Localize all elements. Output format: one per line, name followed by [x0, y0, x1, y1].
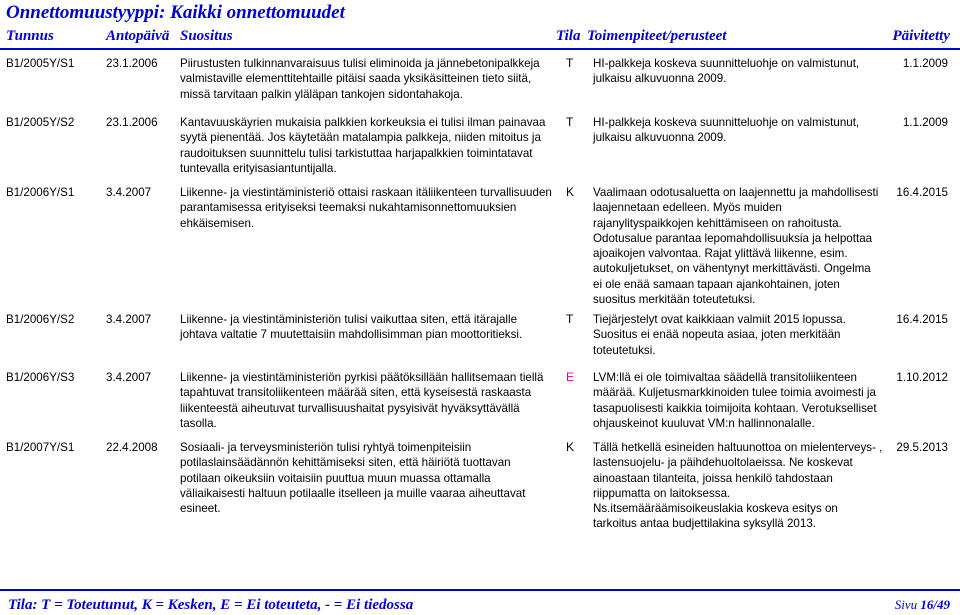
table-header — [0, 28, 960, 48]
column-header-date: Antopäivä — [106, 28, 170, 44]
row-recommendation-line: ehkäisemisen. — [180, 216, 255, 230]
row-actions-line: Ns.itsemääräämisoikeuslakia koskeva esitys on — [593, 502, 838, 516]
row-updated: 16.4.2015 — [896, 186, 948, 199]
row-actions-line: Vaalimaan odotusaluetta on laajennettu ja mahdollisesti — [593, 186, 879, 199]
row-recommendation-line: raudoituksen suunnittelu tulisi tarkistuttaa harjapalkkien toimintatavat — [180, 146, 533, 160]
row-recommendation-line: väliaikaisesti haltuun potilaalle itselleen ja muille vaaraa aiheuttavat — [180, 486, 526, 500]
row-recommendation-line: Kantavuuskäyrien mukaisia palkkien korkeuksia ei tulisi ilman painavaa — [180, 116, 546, 129]
row-recommendation-line: missä tarvitaan palkin yläläpan tankojen sidontahakoja. — [180, 87, 463, 101]
row-actions-line: toteutetuksi. — [593, 343, 656, 357]
row-actions-line: suositus merkitään toteutetuksi. — [593, 293, 756, 307]
row-actions-line: Tällä hetkellä esineiden haltuunottoa on mielenterveys- , — [593, 441, 883, 454]
row-actions-line: lastensuojelu- ja päihdehuoltolaeissa. Ne koskevat — [593, 456, 853, 470]
row-date: 22.4.2008 — [106, 441, 158, 454]
row-actions-line: rajanylityspaikkojen kehittämiseen on rahoitusta. — [593, 216, 842, 230]
footer-divider — [0, 589, 960, 591]
row-actions-line: julkaisu alkuvuonna 2009. — [593, 131, 727, 145]
row-recommendation — [180, 115, 545, 176]
row-actions-line: tasapuolisesti kaikkia toimijoita kohtaan. Verotukselliset — [593, 401, 877, 415]
page-label: Sivu — [894, 597, 918, 612]
row-recommendation-line: potilaslainsäädännön kehittämiseksi siten, että häiriötä tuottavan — [180, 456, 511, 470]
row-recommendation-line: johtava valtatie 7 muutettaisiin mahdollisimman pian moottoritieksi. — [180, 328, 523, 342]
row-status: T — [566, 312, 574, 326]
row-status: K — [566, 185, 575, 199]
row-id: B1/2006Y/S1 — [6, 186, 75, 199]
row-date: 3.4.2007 — [106, 186, 152, 199]
report-title: Onnettomuustyyppi: Kaikki onnettomuudet — [6, 2, 345, 23]
row-actions-line: HI-palkkeja koskeva suunnitteluohje on valmistunut, — [593, 57, 860, 70]
page-indicator — [895, 597, 950, 613]
row-recommendation-line: tuntevalla erityisasiantuntijalla. — [180, 161, 337, 175]
row-id: B1/2005Y/S1 — [6, 57, 75, 70]
row-actions-line: Suositus ei enää nopeuta asiaa, joten merkitään — [593, 328, 841, 342]
row-status: K — [566, 440, 575, 454]
row-actions — [593, 312, 846, 358]
column-header-status: Tila — [556, 28, 581, 44]
row-recommendation-line: Liikenne- ja viestintäministeriö ottaisi raskaan itäliikenteen turvallisuuden — [180, 186, 552, 199]
column-header-actions: Toimenpiteet/perusteet — [587, 28, 727, 44]
row-actions — [593, 370, 877, 431]
row-actions-line: HI-palkkeja koskeva suunnitteluohje on valmistunut, — [593, 116, 860, 129]
row-recommendation — [180, 440, 525, 516]
row-actions — [593, 56, 859, 87]
row-recommendation — [180, 56, 540, 102]
row-updated: 1.10.2012 — [896, 371, 948, 384]
row-recommendation — [180, 185, 552, 231]
row-actions-line: määrää. Kuljetusmarkkinoiden tulee toimia avoimesti ja — [593, 386, 876, 400]
row-status: E — [566, 370, 575, 384]
header-divider — [0, 48, 960, 50]
row-recommendation — [180, 312, 522, 343]
row-recommendation-line: tapahtuvat transitoliikenteen määrää siten, että kyseisestä raskaasta — [180, 386, 532, 400]
row-date: 23.1.2006 — [106, 116, 158, 129]
row-recommendation — [180, 370, 543, 431]
column-header-recommendation: Suositus — [180, 28, 233, 44]
row-recommendation-line: Sosiaali- ja terveysministeriön tulisi ryhtyä toimenpiteisiin — [180, 441, 472, 454]
row-recommendation-line: Piirustusten tulkinnanvaraisuus tulisi eliminoida ja jännebetonipalkkeja — [180, 57, 540, 70]
row-actions-line: autokuljetukset, on vähentynyt merkittävästi. Ongelma — [593, 262, 871, 276]
row-status: T — [566, 56, 574, 70]
page-number: 16/49 — [920, 597, 950, 612]
row-actions-line: julkaisu alkuvuonna 2009. — [593, 72, 727, 86]
row-id: B1/2007Y/S1 — [6, 441, 75, 454]
row-actions-line: Tiejärjestelyt ovat kaikkiaan valmiit 2015 lopussa. — [593, 313, 846, 326]
row-recommendation-line: tasolla. — [180, 416, 217, 430]
row-actions-line: Odotusalue parantaa lepomahdollisuuksia ja helpottaa — [593, 231, 873, 245]
row-actions — [593, 115, 859, 146]
row-recommendation-line: Liikenne- ja viestintäministeriön tulisi vaikuttaa siten, että itärajalle — [180, 313, 518, 326]
row-id: B1/2005Y/S2 — [6, 116, 75, 129]
row-recommendation-line: syytä pienentää. Jos käytetään matalampia palkkeja, niiden mitoitus ja — [180, 131, 541, 145]
row-updated: 1.1.2009 — [902, 57, 948, 70]
row-recommendation-line: esineet. — [180, 502, 221, 516]
row-updated: 16.4.2015 — [896, 313, 948, 326]
row-updated: 1.1.2009 — [902, 116, 948, 129]
row-date: 3.4.2007 — [106, 313, 152, 326]
row-actions — [593, 440, 882, 532]
row-recommendation-line: valmistaville elementtitehtaille pitäisi saada yksikäsitteinen tieto siitä, — [180, 72, 532, 86]
row-updated: 29.5.2013 — [896, 441, 948, 454]
row-recommendation-line: potilaan oikeuksiin voitaisiin puuttua muun muassa ottamalla — [180, 471, 491, 485]
row-actions-line: tarkoitus antaa budjettilakina syksyllä 2013. — [593, 517, 816, 531]
row-actions-line: ajoaikojen valvontaa. Rajat ylittävä liikenne, esim. — [593, 247, 848, 261]
row-status: T — [566, 115, 574, 129]
column-header-id: Tunnus — [6, 28, 54, 44]
row-recommendation-line: Liikenne- ja viestintäministeriön pyrkisi päätöksillään hallitsemaan tiellä — [180, 371, 544, 384]
status-legend: Tila: T = Toteutunut, K = Kesken, E = Ei toteuteta, - = Ei tiedossa — [8, 597, 414, 613]
row-actions-line: riippumatta on laitoksessa. — [593, 486, 731, 500]
row-recommendation-line: parantamisessa erityiseksi teemaksi nukahtamisonnettomuuksien — [180, 201, 517, 215]
row-actions-line: ei ole enää samaan tapaan ajankohtainen, joten — [593, 277, 840, 291]
row-recommendation-line: liikenteestä aiheutuvat turvallisuushaitat pysyisivät hyväksyttävällä — [180, 401, 520, 415]
row-date: 3.4.2007 — [106, 371, 152, 384]
row-id: B1/2006Y/S2 — [6, 313, 75, 326]
row-actions-line: LVM:llä ei ole toimivaltaa säädellä transitoliikenteen — [593, 371, 858, 384]
row-id: B1/2006Y/S3 — [6, 371, 75, 384]
row-actions-line: ohjauskeinot kuuluvat VM:n hallinnonalalle. — [593, 416, 815, 430]
row-actions — [593, 185, 878, 307]
row-date: 23.1.2006 — [106, 57, 158, 70]
column-header-updated: Päivitetty — [892, 28, 950, 44]
row-actions-line: laajennetaan edelleen. Myös muiden — [593, 201, 782, 215]
row-actions-line: ainoastaan tilanteita, joissa henkilö tahdostaan — [593, 471, 833, 485]
